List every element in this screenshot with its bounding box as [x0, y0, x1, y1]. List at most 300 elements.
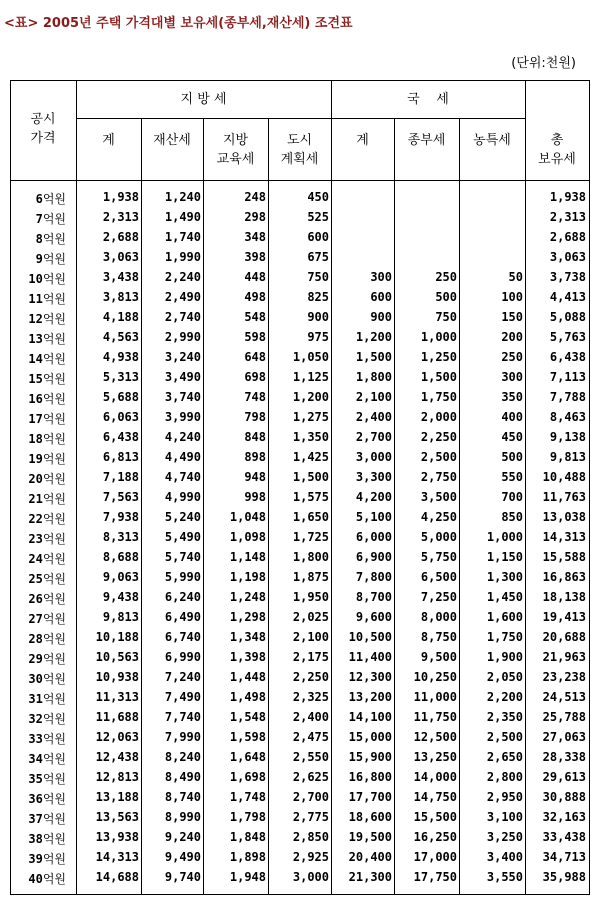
cell-comprehensive-tax: 1,500	[420, 370, 457, 384]
cell-property-tax: 1,240	[164, 190, 201, 204]
cell-rural-special-tax: 1,000	[486, 530, 523, 544]
cell-local-total: 13,188	[95, 790, 139, 804]
cell-local-total: 6,813	[102, 450, 139, 464]
price-label	[10, 570, 66, 587]
cell-city-planning-tax: 2,925	[292, 850, 329, 864]
cell-city-planning-tax: 900	[307, 310, 329, 324]
price-suffix: 억원	[42, 312, 66, 326]
price-number: 16	[28, 392, 43, 406]
cell-city-planning-tax: 2,025	[292, 610, 329, 624]
price-number: 39	[28, 852, 43, 866]
cell-city-planning-tax: 2,700	[292, 790, 329, 804]
cell-rural-special-tax: 50	[508, 270, 523, 284]
cell-rural-special-tax: 1,450	[486, 590, 523, 604]
price-suffix: 억원	[42, 492, 66, 506]
price-label	[10, 590, 66, 607]
cell-national-total: 21,300	[348, 870, 392, 884]
cell-grand-total: 5,088	[549, 310, 586, 324]
cell-rural-special-tax: 100	[501, 290, 523, 304]
header-education-tax: 지방 교육세	[216, 133, 255, 167]
price-label	[10, 350, 66, 367]
cell-education-tax: 898	[244, 450, 266, 464]
cell-grand-total: 7,113	[549, 370, 586, 384]
cell-city-planning-tax: 1,350	[292, 430, 329, 444]
cell-national-total: 6,000	[355, 530, 392, 544]
price-suffix: 억원	[42, 552, 66, 566]
price-number: 28	[28, 632, 43, 646]
cell-national-total: 2,700	[355, 430, 392, 444]
price-number: 32	[28, 712, 43, 726]
cell-grand-total: 29,613	[542, 770, 586, 784]
cell-rural-special-tax: 450	[501, 430, 523, 444]
cell-comprehensive-tax: 17,750	[413, 870, 457, 884]
cell-comprehensive-tax: 12,500	[413, 730, 457, 744]
cell-comprehensive-tax: 9,500	[420, 650, 457, 664]
cell-comprehensive-tax: 11,000	[413, 690, 457, 704]
cell-national-total: 900	[370, 310, 392, 324]
cell-grand-total: 1,938	[549, 190, 586, 204]
price-number: 29	[28, 652, 43, 666]
cell-comprehensive-tax: 17,000	[413, 850, 457, 864]
cell-rural-special-tax: 2,650	[486, 750, 523, 764]
cell-education-tax: 1,598	[229, 730, 266, 744]
cell-rural-special-tax: 250	[501, 350, 523, 364]
cell-property-tax: 7,490	[164, 690, 201, 704]
price-label	[10, 430, 66, 447]
cell-national-total: 6,900	[355, 550, 392, 564]
cell-grand-total: 18,138	[542, 590, 586, 604]
cell-property-tax: 3,740	[164, 390, 201, 404]
price-suffix: 억원	[42, 772, 66, 786]
price-suffix: 억원	[42, 352, 66, 366]
price-number: 7	[35, 212, 43, 226]
cell-local-total: 3,438	[102, 270, 139, 284]
price-label	[10, 270, 66, 287]
cell-comprehensive-tax: 13,250	[413, 750, 457, 764]
cell-rural-special-tax: 850	[501, 510, 523, 524]
cell-grand-total: 3,063	[549, 250, 586, 264]
cell-local-total: 14,688	[95, 870, 139, 884]
cell-national-total: 1,500	[355, 350, 392, 364]
cell-rural-special-tax: 1,300	[486, 570, 523, 584]
cell-property-tax: 7,990	[164, 730, 201, 744]
cell-national-total: 15,000	[348, 730, 392, 744]
cell-property-tax: 8,990	[164, 810, 201, 824]
price-number: 31	[28, 692, 43, 706]
price-number: 18	[28, 432, 43, 446]
cell-rural-special-tax: 200	[501, 330, 523, 344]
cell-grand-total: 7,788	[549, 390, 586, 404]
cell-property-tax: 7,240	[164, 670, 201, 684]
price-label	[10, 790, 66, 807]
price-label	[10, 190, 66, 207]
cell-rural-special-tax: 3,100	[486, 810, 523, 824]
cell-education-tax: 1,248	[229, 590, 266, 604]
cell-city-planning-tax: 450	[307, 190, 329, 204]
price-suffix: 억원	[42, 692, 66, 706]
cell-national-total: 20,400	[348, 850, 392, 864]
cell-national-total: 3,300	[355, 470, 392, 484]
price-label	[10, 610, 66, 627]
cell-comprehensive-tax: 7,250	[420, 590, 457, 604]
cell-national-total: 15,900	[348, 750, 392, 764]
cell-rural-special-tax: 150	[501, 310, 523, 324]
cell-grand-total: 21,963	[542, 650, 586, 664]
price-label	[10, 450, 66, 467]
cell-national-total: 13,200	[348, 690, 392, 704]
price-label	[10, 490, 66, 507]
cell-rural-special-tax: 350	[501, 390, 523, 404]
cell-comprehensive-tax: 11,750	[413, 710, 457, 724]
cell-local-total: 7,563	[102, 490, 139, 504]
cell-comprehensive-tax: 1,250	[420, 350, 457, 364]
price-label	[10, 650, 66, 667]
cell-local-total: 6,063	[102, 410, 139, 424]
header-national-total: 계	[356, 133, 369, 148]
cell-property-tax: 5,240	[164, 510, 201, 524]
cell-comprehensive-tax: 3,500	[420, 490, 457, 504]
price-number: 26	[28, 592, 43, 606]
cell-property-tax: 3,240	[164, 350, 201, 364]
cell-city-planning-tax: 2,250	[292, 670, 329, 684]
price-label	[10, 370, 66, 387]
price-number: 9	[35, 252, 43, 266]
price-label	[10, 810, 66, 827]
price-suffix: 억원	[42, 672, 66, 686]
cell-comprehensive-tax: 14,750	[413, 790, 457, 804]
header-national-tax: 국 세	[407, 92, 449, 107]
price-suffix: 억원	[42, 412, 66, 426]
cell-city-planning-tax: 2,850	[292, 830, 329, 844]
price-number: 21	[28, 492, 43, 506]
cell-rural-special-tax: 300	[501, 370, 523, 384]
price-suffix: 억원	[42, 532, 66, 546]
cell-local-total: 6,438	[102, 430, 139, 444]
cell-rural-special-tax: 2,050	[486, 670, 523, 684]
cell-national-total: 16,800	[348, 770, 392, 784]
price-number: 22	[28, 512, 43, 526]
cell-grand-total: 25,788	[542, 710, 586, 724]
cell-grand-total: 23,238	[542, 670, 586, 684]
cell-comprehensive-tax: 1,000	[420, 330, 457, 344]
cell-local-total: 9,813	[102, 610, 139, 624]
header-local-tax: 지 방 세	[180, 92, 227, 107]
cell-comprehensive-tax: 10,250	[413, 670, 457, 684]
cell-comprehensive-tax: 750	[435, 310, 457, 324]
cell-comprehensive-tax: 5,750	[420, 550, 457, 564]
cell-local-total: 5,313	[102, 370, 139, 384]
cell-education-tax: 998	[244, 490, 266, 504]
cell-local-total: 10,563	[95, 650, 139, 664]
cell-rural-special-tax: 2,500	[486, 730, 523, 744]
cell-local-total: 10,188	[95, 630, 139, 644]
cell-education-tax: 1,348	[229, 630, 266, 644]
cell-education-tax: 1,848	[229, 830, 266, 844]
cell-national-total: 1,800	[355, 370, 392, 384]
cell-property-tax: 9,240	[164, 830, 201, 844]
cell-property-tax: 5,490	[164, 530, 201, 544]
cell-national-total: 9,600	[355, 610, 392, 624]
price-label	[10, 310, 66, 327]
cell-grand-total: 19,413	[542, 610, 586, 624]
cell-property-tax: 8,740	[164, 790, 201, 804]
cell-property-tax: 9,740	[164, 870, 201, 884]
header-rural-special-tax: 농특세	[473, 133, 511, 148]
price-number: 14	[28, 352, 43, 366]
cell-comprehensive-tax: 8,750	[420, 630, 457, 644]
cell-local-total: 2,313	[102, 210, 139, 224]
cell-grand-total: 3,738	[549, 270, 586, 284]
cell-education-tax: 648	[244, 350, 266, 364]
cell-property-tax: 7,740	[164, 710, 201, 724]
cell-education-tax: 748	[244, 390, 266, 404]
cell-grand-total: 30,888	[542, 790, 586, 804]
cell-national-total: 2,100	[355, 390, 392, 404]
header-price: 공시 가격	[30, 112, 56, 146]
cell-local-total: 8,688	[102, 550, 139, 564]
cell-rural-special-tax: 2,200	[486, 690, 523, 704]
price-suffix: 억원	[42, 732, 66, 746]
cell-local-total: 4,188	[102, 310, 139, 324]
cell-education-tax: 1,748	[229, 790, 266, 804]
header-grand-total: 총 보유세	[538, 133, 576, 167]
price-number: 27	[28, 612, 43, 626]
cell-comprehensive-tax: 2,750	[420, 470, 457, 484]
cell-rural-special-tax: 3,400	[486, 850, 523, 864]
price-suffix: 억원	[42, 432, 66, 446]
cell-local-total: 5,688	[102, 390, 139, 404]
cell-education-tax: 398	[244, 250, 266, 264]
cell-city-planning-tax: 525	[307, 210, 329, 224]
cell-national-total: 8,700	[355, 590, 392, 604]
cell-property-tax: 6,240	[164, 590, 201, 604]
cell-grand-total: 10,488	[542, 470, 586, 484]
cell-education-tax: 1,798	[229, 810, 266, 824]
price-number: 35	[28, 772, 43, 786]
cell-grand-total: 8,463	[549, 410, 586, 424]
cell-rural-special-tax: 2,800	[486, 770, 523, 784]
cell-local-total: 9,063	[102, 570, 139, 584]
cell-local-total: 13,938	[95, 830, 139, 844]
cell-city-planning-tax: 1,875	[292, 570, 329, 584]
cell-local-total: 11,688	[95, 710, 139, 724]
price-number: 33	[28, 732, 43, 746]
price-suffix: 억원	[42, 392, 66, 406]
cell-comprehensive-tax: 1,750	[420, 390, 457, 404]
price-label	[10, 690, 66, 707]
cell-local-total: 14,313	[95, 850, 139, 864]
cell-local-total: 7,938	[102, 510, 139, 524]
cell-grand-total: 28,338	[542, 750, 586, 764]
price-number: 36	[28, 792, 43, 806]
cell-city-planning-tax: 2,625	[292, 770, 329, 784]
price-label	[10, 290, 66, 307]
price-label	[10, 210, 66, 227]
cell-city-planning-tax: 1,650	[292, 510, 329, 524]
cell-property-tax: 4,490	[164, 450, 201, 464]
cell-education-tax: 1,048	[229, 510, 266, 524]
price-label	[10, 250, 66, 267]
price-label	[10, 530, 66, 547]
cell-grand-total: 2,688	[549, 230, 586, 244]
cell-national-total: 4,200	[355, 490, 392, 504]
cell-national-total: 5,100	[355, 510, 392, 524]
header-bottom-border	[10, 180, 590, 181]
cell-property-tax: 3,490	[164, 370, 201, 384]
cell-city-planning-tax: 1,050	[292, 350, 329, 364]
cell-national-total: 7,800	[355, 570, 392, 584]
price-suffix: 억원	[42, 712, 66, 726]
cell-grand-total: 24,513	[542, 690, 586, 704]
cell-property-tax: 6,490	[164, 610, 201, 624]
table-top-border	[10, 80, 590, 81]
cell-city-planning-tax: 2,325	[292, 690, 329, 704]
cell-city-planning-tax: 1,800	[292, 550, 329, 564]
cell-local-total: 12,813	[95, 770, 139, 784]
price-number: 40	[28, 872, 43, 886]
divider-right	[589, 80, 590, 895]
header-property-tax: 재산세	[153, 133, 191, 148]
cell-national-total: 19,500	[348, 830, 392, 844]
price-suffix: 억원	[42, 212, 66, 226]
cell-rural-special-tax: 1,900	[486, 650, 523, 664]
price-label	[10, 550, 66, 567]
cell-local-total: 4,563	[102, 330, 139, 344]
cell-local-total: 11,313	[95, 690, 139, 704]
cell-education-tax: 798	[244, 410, 266, 424]
cell-education-tax: 1,948	[229, 870, 266, 884]
cell-rural-special-tax: 500	[501, 450, 523, 464]
cell-national-total: 1,200	[355, 330, 392, 344]
cell-city-planning-tax: 1,125	[292, 370, 329, 384]
cell-local-total: 8,313	[102, 530, 139, 544]
price-number: 24	[28, 552, 43, 566]
price-suffix: 억원	[42, 832, 66, 846]
price-suffix: 억원	[42, 472, 66, 486]
cell-city-planning-tax: 1,425	[292, 450, 329, 464]
cell-property-tax: 1,990	[164, 250, 201, 264]
cell-grand-total: 16,863	[542, 570, 586, 584]
cell-comprehensive-tax: 8,000	[420, 610, 457, 624]
table-title: <표> 2005년 주택 가격대별 보유세(종부세,재산세) 조견표	[4, 16, 353, 31]
cell-rural-special-tax: 400	[501, 410, 523, 424]
cell-education-tax: 848	[244, 430, 266, 444]
cell-grand-total: 13,038	[542, 510, 586, 524]
cell-grand-total: 35,988	[542, 870, 586, 884]
cell-education-tax: 1,198	[229, 570, 266, 584]
cell-comprehensive-tax: 500	[435, 290, 457, 304]
cell-city-planning-tax: 1,725	[292, 530, 329, 544]
cell-property-tax: 3,990	[164, 410, 201, 424]
unit-label: (단위:천원)	[511, 56, 576, 71]
price-number: 12	[28, 312, 43, 326]
price-number: 6	[35, 192, 43, 206]
cell-property-tax: 1,490	[164, 210, 201, 224]
price-label	[10, 870, 66, 887]
price-number: 37	[28, 812, 43, 826]
price-label	[10, 850, 66, 867]
cell-city-planning-tax: 2,550	[292, 750, 329, 764]
tax-table	[10, 80, 590, 895]
price-number: 10	[28, 272, 43, 286]
cell-national-total: 18,600	[348, 810, 392, 824]
price-suffix: 억원	[42, 652, 66, 666]
cell-city-planning-tax: 1,275	[292, 410, 329, 424]
cell-local-total: 3,813	[102, 290, 139, 304]
price-label	[10, 710, 66, 727]
cell-grand-total: 9,813	[549, 450, 586, 464]
cell-education-tax: 1,898	[229, 850, 266, 864]
price-suffix: 억원	[42, 792, 66, 806]
cell-local-total: 1,938	[102, 190, 139, 204]
price-number: 8	[35, 232, 43, 246]
price-suffix: 억원	[42, 752, 66, 766]
price-number: 20	[28, 472, 43, 486]
cell-property-tax: 6,990	[164, 650, 201, 664]
cell-national-total: 3,000	[355, 450, 392, 464]
header-local-total: 계	[102, 133, 115, 148]
cell-grand-total: 15,588	[542, 550, 586, 564]
cell-education-tax: 548	[244, 310, 266, 324]
cell-grand-total: 5,763	[549, 330, 586, 344]
price-suffix: 억원	[42, 232, 66, 246]
cell-local-total: 10,938	[95, 670, 139, 684]
cell-national-total: 300	[370, 270, 392, 284]
price-number: 15	[28, 372, 43, 386]
price-suffix: 억원	[42, 292, 66, 306]
price-number: 11	[28, 292, 43, 306]
cell-education-tax: 348	[244, 230, 266, 244]
cell-comprehensive-tax: 2,000	[420, 410, 457, 424]
price-number: 19	[28, 452, 43, 466]
cell-national-total: 600	[370, 290, 392, 304]
cell-education-tax: 1,498	[229, 690, 266, 704]
cell-local-total: 3,063	[102, 250, 139, 264]
cell-education-tax: 1,398	[229, 650, 266, 664]
cell-comprehensive-tax: 4,250	[420, 510, 457, 524]
cell-property-tax: 5,990	[164, 570, 201, 584]
cell-education-tax: 698	[244, 370, 266, 384]
cell-grand-total: 2,313	[549, 210, 586, 224]
group-header-divider	[76, 118, 525, 119]
cell-city-planning-tax: 1,575	[292, 490, 329, 504]
cell-grand-total: 11,763	[542, 490, 586, 504]
cell-comprehensive-tax: 250	[435, 270, 457, 284]
cell-local-total: 7,188	[102, 470, 139, 484]
cell-comprehensive-tax: 14,000	[413, 770, 457, 784]
header-city-planning-tax: 도시 계획세	[280, 133, 319, 167]
cell-property-tax: 2,740	[164, 310, 201, 324]
cell-city-planning-tax: 2,100	[292, 630, 329, 644]
price-suffix: 억원	[42, 252, 66, 266]
cell-property-tax: 4,740	[164, 470, 201, 484]
header-comprehensive-tax: 종부세	[407, 133, 446, 148]
cell-grand-total: 4,413	[549, 290, 586, 304]
cell-comprehensive-tax: 2,250	[420, 430, 457, 444]
price-suffix: 억원	[42, 572, 66, 586]
cell-national-total: 2,400	[355, 410, 392, 424]
cell-city-planning-tax: 600	[307, 230, 329, 244]
cell-city-planning-tax: 2,175	[292, 650, 329, 664]
cell-education-tax: 248	[244, 190, 266, 204]
cell-comprehensive-tax: 2,500	[420, 450, 457, 464]
cell-education-tax: 1,648	[229, 750, 266, 764]
cell-national-total: 11,400	[348, 650, 392, 664]
price-label	[10, 510, 66, 527]
cell-grand-total: 14,313	[542, 530, 586, 544]
cell-city-planning-tax: 2,400	[292, 710, 329, 724]
table-bottom-border	[10, 894, 590, 895]
